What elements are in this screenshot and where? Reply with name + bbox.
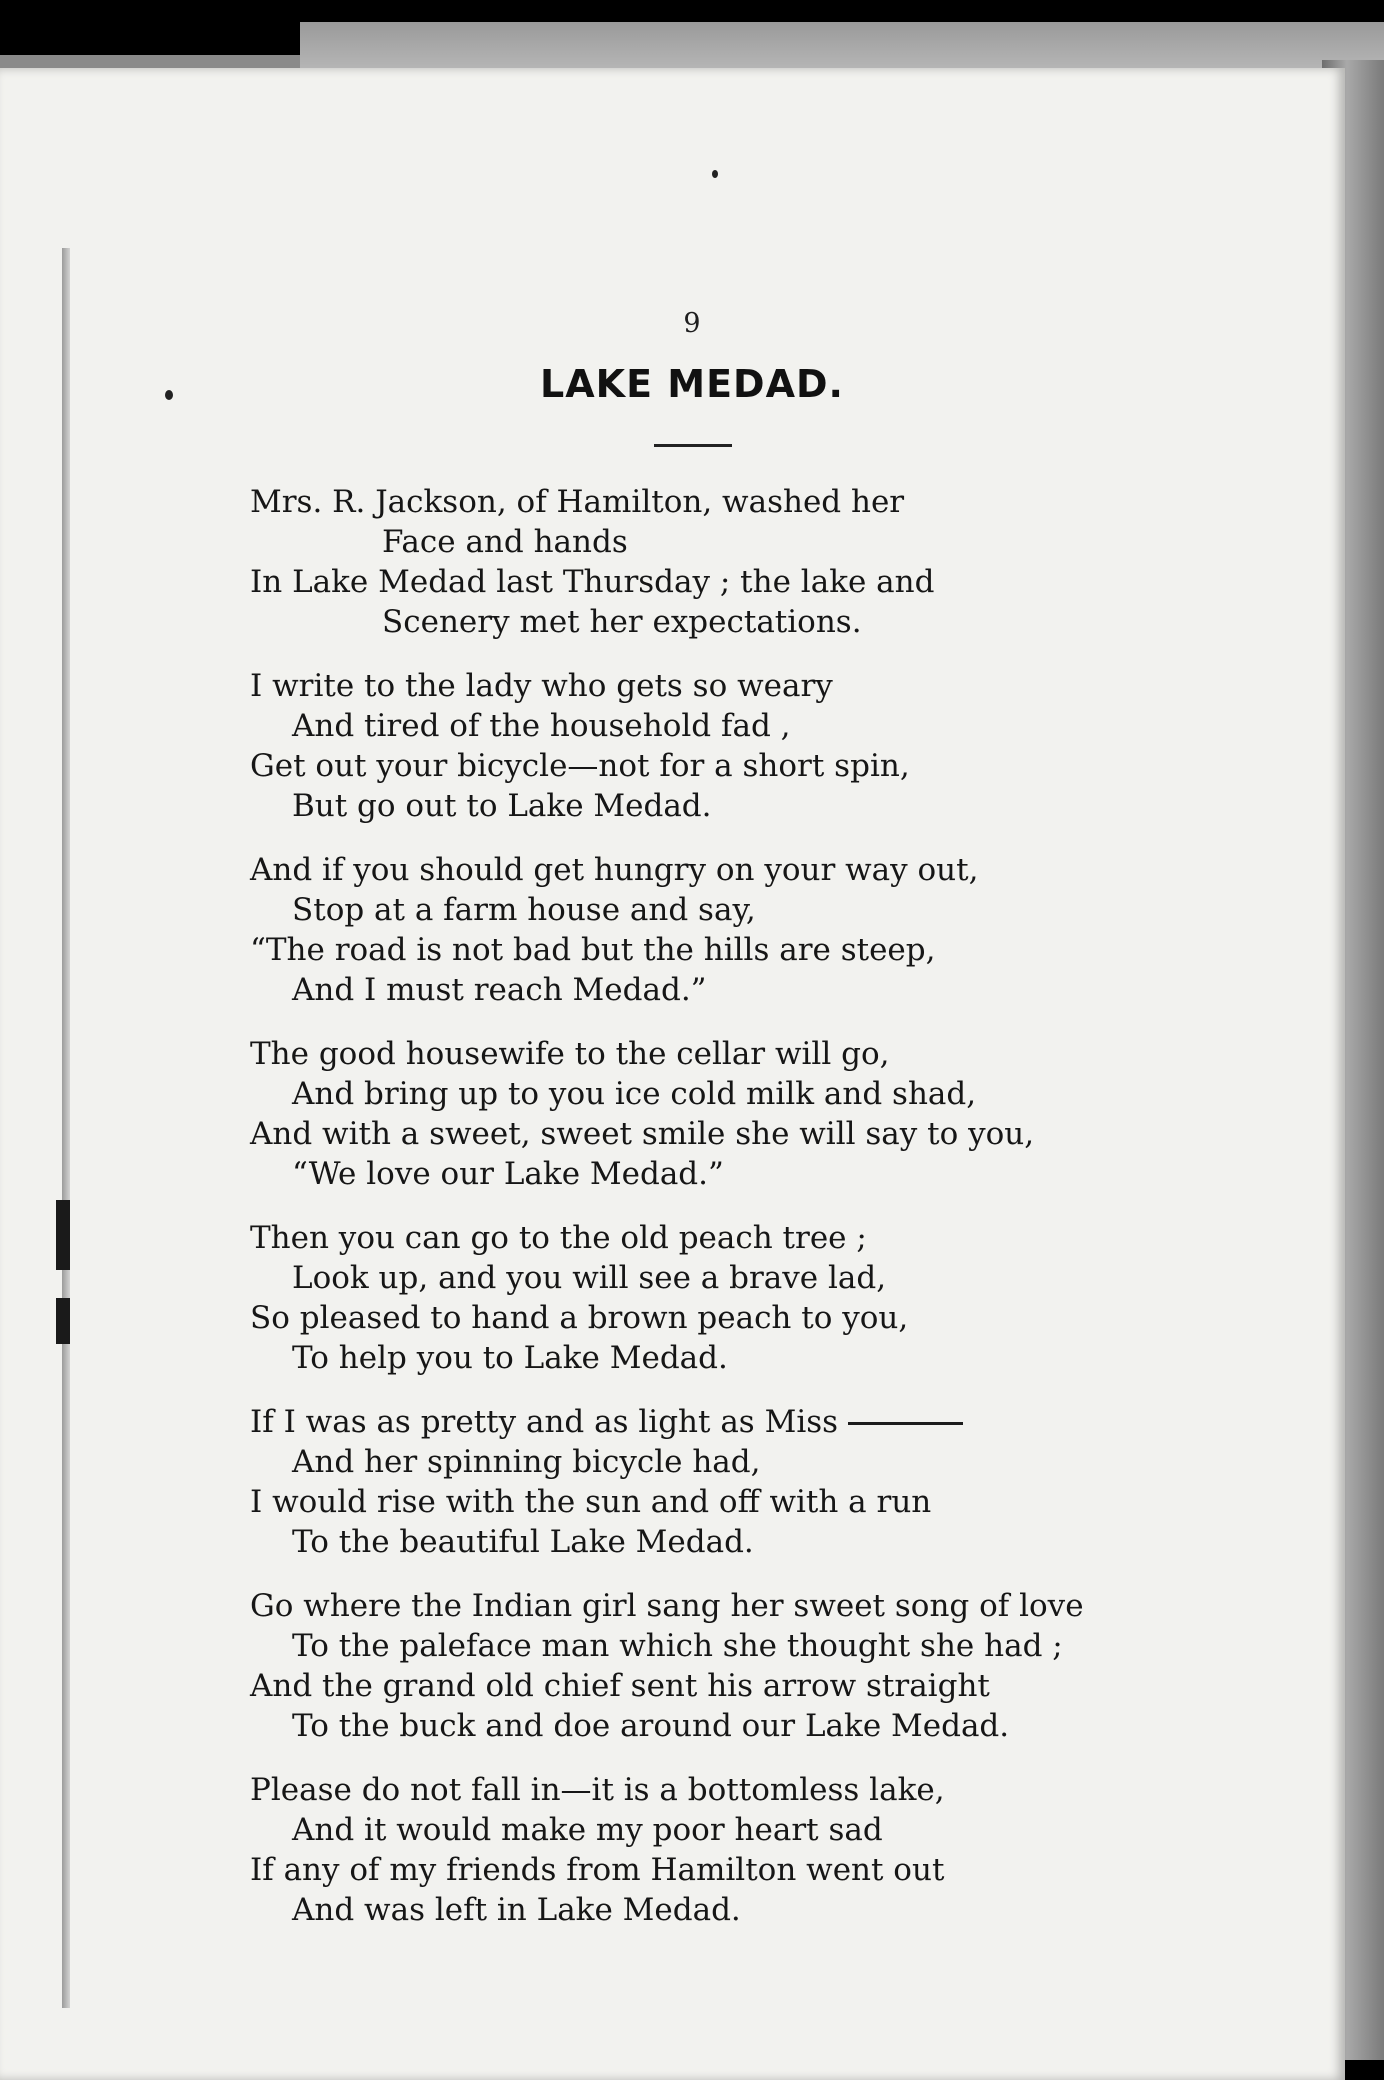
poem-line: “We love our Lake Medad.” [292, 1156, 724, 1192]
poem-line: Face and hands [382, 524, 628, 560]
poem-line: Please do not fall in—it is a bottomless lake, [250, 1772, 945, 1808]
stanza [250, 1586, 1310, 1746]
poem-title: LAKE MEDAD. [540, 362, 844, 406]
poem-line: To help you to Lake Medad. [292, 1340, 728, 1376]
poem-line: Then you can go to the old peach tree ; [250, 1220, 867, 1256]
poem-line: And tired of the household fad , [292, 708, 791, 744]
binding-thread-mark [56, 1298, 70, 1344]
poem-line: Scenery met her expectations. [382, 604, 862, 640]
poem-line: Mrs. R. Jackson, of Hamilton, washed her [250, 484, 905, 520]
poem-line: Get out your bicycle—not for a short spin, [250, 748, 910, 784]
stanza [250, 850, 1310, 1010]
stanza [250, 1034, 1310, 1194]
poem-line: And if you should get hungry on your way out, [250, 852, 979, 888]
poem-line: And the grand old chief sent his arrow straight [250, 1668, 990, 1704]
poem-line [250, 1402, 1310, 1442]
poem-line: Go where the Indian girl sang her sweet song of love [250, 1588, 1084, 1624]
title-rule [654, 444, 732, 447]
stanza [250, 666, 1310, 826]
poem-line: So pleased to hand a brown peach to you, [250, 1300, 909, 1336]
stanza [250, 1770, 1310, 1930]
stanza [250, 1402, 1310, 1562]
poem-line: But go out to Lake Medad. [292, 788, 712, 824]
binding-thread-mark [56, 1200, 70, 1270]
poem-line: I write to the lady who gets so weary [250, 668, 833, 704]
poem-line: “The road is not bad but the hills are steep, [250, 932, 936, 968]
poem-line: I would rise with the sun and off with a run [250, 1484, 932, 1520]
stanza [250, 482, 1310, 642]
poem-line: To the paleface man which she thought she had ; [292, 1628, 1063, 1664]
blank-name-dash [848, 1422, 963, 1425]
poem-line: And with a sweet, sweet smile she will say to you, [250, 1116, 1035, 1152]
ink-speck [712, 170, 718, 178]
stanza [250, 1218, 1310, 1378]
poem-body [250, 482, 1310, 1954]
poem-line: And was left in Lake Medad. [292, 1892, 741, 1928]
poem-line: Stop at a farm house and say, [292, 892, 756, 928]
poem-line: Look up, and you will see a brave lad, [292, 1260, 887, 1296]
poem-line-text: If I was as pretty and as light as Miss [250, 1404, 839, 1440]
poem-line: To the buck and doe around our Lake Medad. [292, 1708, 1010, 1744]
poem-line: And I must reach Medad.” [292, 972, 707, 1008]
binding-shadow [62, 248, 70, 2008]
poem-line: The good housewife to the cellar will go, [250, 1036, 890, 1072]
poem-line: If any of my friends from Hamilton went out [250, 1852, 945, 1888]
poem-line: In Lake Medad last Thursday ; the lake and [250, 564, 935, 600]
poem-line: To the beautiful Lake Medad. [292, 1524, 754, 1560]
page-number: 9 [683, 308, 701, 339]
poem-line: And it would make my poor heart sad [292, 1812, 883, 1848]
poem-line: And bring up to you ice cold milk and shad, [292, 1076, 977, 1112]
poem-line: And her spinning bicycle had, [292, 1444, 761, 1480]
